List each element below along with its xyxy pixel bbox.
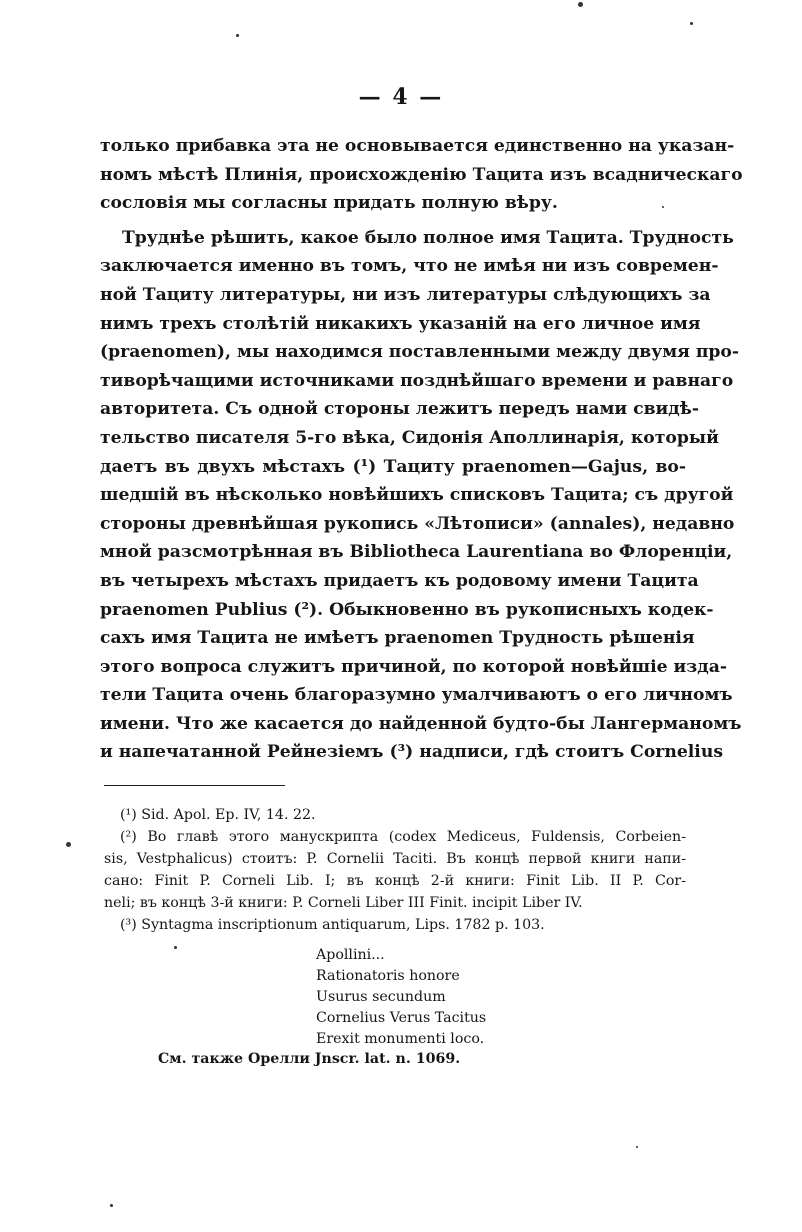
text-line: шедшій въ нѣсколько новѣйшихъ списковъ Тацита; съ другой <box>100 485 734 506</box>
text-line: и напечатанной Рейнезіемъ (³) надписи, гдѣ стоитъ Cornelius <box>100 742 723 763</box>
text-line: заключается именно въ томъ, что не имѣя ни изъ современ- <box>100 256 719 277</box>
scan-speck <box>66 842 71 847</box>
main-text <box>100 132 743 767</box>
text-line: авторитета. Съ одной стороны лежитъ передъ нами свидѣ- <box>100 399 699 420</box>
footnote-2-line: neli; въ концѣ 3-й книги: P. Corneli Liber III Finit. incipit Liber IV. <box>104 895 583 911</box>
text-line: (praenomen), мы находимся поставленными между двумя про- <box>100 342 740 363</box>
inscription-line: Erexit monumenti loco. <box>316 1031 485 1047</box>
text-line: только прибавка эта не основывается единственно на указан- <box>100 136 735 156</box>
text-line: имени. Что же касается до найденной будто-бы Лангерманомъ <box>100 713 742 734</box>
inscription-line: Cornelius Verus Tacitus <box>316 1010 487 1026</box>
text-line: Труднѣе рѣшить, какое было полное имя Тацита. Трудность <box>122 227 734 248</box>
inscription-quote <box>316 945 486 1050</box>
text-line: сословія мы согласны придать полную вѣру. <box>100 193 558 214</box>
text-line: даетъ въ двухъ мѣстахъ (¹) Тациту praenomen—Gajus, во- <box>100 456 686 477</box>
scan-speck <box>690 22 693 25</box>
text-line: стороны древнѣйшая рукопись «Лѣтописи» (annales), недавно <box>100 513 735 534</box>
text-line: тиворѣчащими источниками позднѣйшаго времени и равнаго <box>100 370 734 391</box>
footnotes <box>104 804 686 936</box>
inscription-line: Apollini... <box>316 947 385 963</box>
footnote-2-line: сано: Finit P. Corneli Lib. I; въ концѣ 2-й книги: Finit Lib. II P. Cor- <box>104 873 686 889</box>
text-line: praenomen Publius (²). Обыкновенно въ рукописныхъ кодек- <box>100 599 714 620</box>
paragraph <box>100 132 743 218</box>
footnote-1: (¹) Sid. Apol. Ep. IV, 14. 22. <box>120 807 316 823</box>
footnote-3: (³) Syntagma inscriptionum antiquarum, Lips. 1782 p. 103. <box>120 917 545 933</box>
scan-speck <box>636 1146 638 1148</box>
inscription-line: Usurus secundum <box>316 989 446 1005</box>
text-line: тели Тацита очень благоразумно умалчиваютъ о его личномъ <box>100 685 733 706</box>
footnote-2-line: (²) Во главѣ этого манускрипта (codex Mediceus, Fuldensis, Corbeien- <box>120 829 686 845</box>
text-line: въ четырехъ мѣстахъ придаетъ къ родовому имени Тацита <box>100 570 699 591</box>
scan-speck <box>174 946 177 949</box>
scan-speck <box>236 34 239 37</box>
page-number: — 4 — <box>358 84 444 110</box>
scan-speck <box>578 2 583 7</box>
text-line: нимъ трехъ столѣтій никакихъ указаній на его личное имя <box>100 313 701 334</box>
paragraph <box>100 224 742 767</box>
scan-speck <box>662 206 664 208</box>
text-line: этого вопроса служитъ причиной, по которой новѣйшіе изда- <box>100 656 727 677</box>
see-also-reference: См. также Орелли Jnscr. lat. n. 1069. <box>158 1051 461 1067</box>
text-line: ной Тациту литературы, ни изъ литературы слѣдующихъ за <box>100 284 711 305</box>
scan-speck <box>110 1204 113 1207</box>
inscription-line: Rationatoris honore <box>316 968 460 984</box>
footnote-divider <box>104 785 285 786</box>
footnote-2-line: sis, Vestphalicus) стоитъ: P. Cornelii Taciti. Въ концѣ первой книги напи- <box>104 851 686 867</box>
text-line: тельство писателя 5-го вѣка, Сидонія Аполлинарія, который <box>100 427 719 448</box>
text-line: мной разсмотрѣнная въ Bibliotheca Laurentiana во Флоренціи, <box>100 542 733 563</box>
text-line: сахъ имя Тацита не имѣетъ praenomen Трудность рѣшенія <box>100 628 695 649</box>
text-line: номъ мѣстѣ Плинія, происхожденію Тацита изъ всадническаго <box>100 164 743 185</box>
